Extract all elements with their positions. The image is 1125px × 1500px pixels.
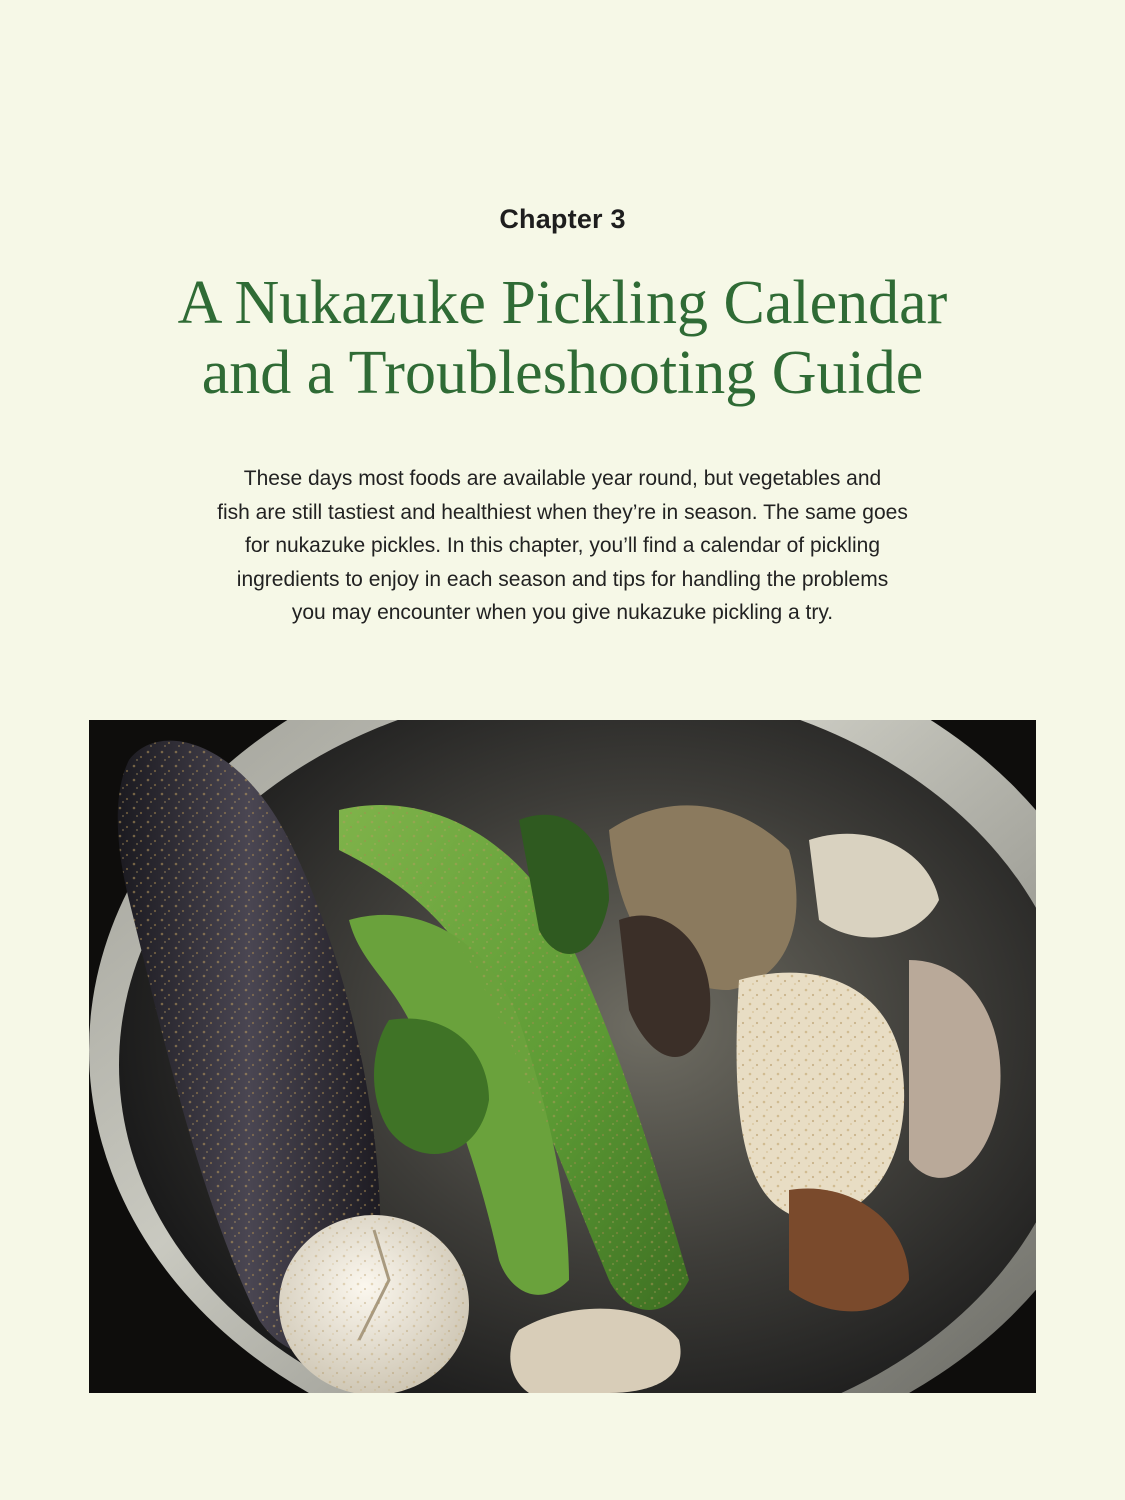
chapter-title-line: A Nukazuke Pickling Calendar [177, 269, 948, 337]
intro-line: you may encounter when you give nukazuke pickling a try. [291, 601, 834, 624]
intro-line: fish are still tastiest and healthiest when they’re in season. The same goes [217, 500, 908, 524]
chapter-label: Chapter 3 [499, 204, 626, 234]
intro-line: These days most foods are available year round, but vegetables and [243, 467, 882, 490]
chapter-title-line: and a Troubleshooting Guide [201, 339, 924, 407]
intro-line: ingredients to enjoy in each season and tips for handling the problems [236, 567, 889, 591]
intro-line: for nukazuke pickles. In this chapter, you’ll find a calendar of pickling [244, 534, 880, 557]
chapter-title [0, 268, 1125, 408]
pickles-photo [89, 720, 1036, 1393]
intro-paragraph [140, 462, 985, 630]
